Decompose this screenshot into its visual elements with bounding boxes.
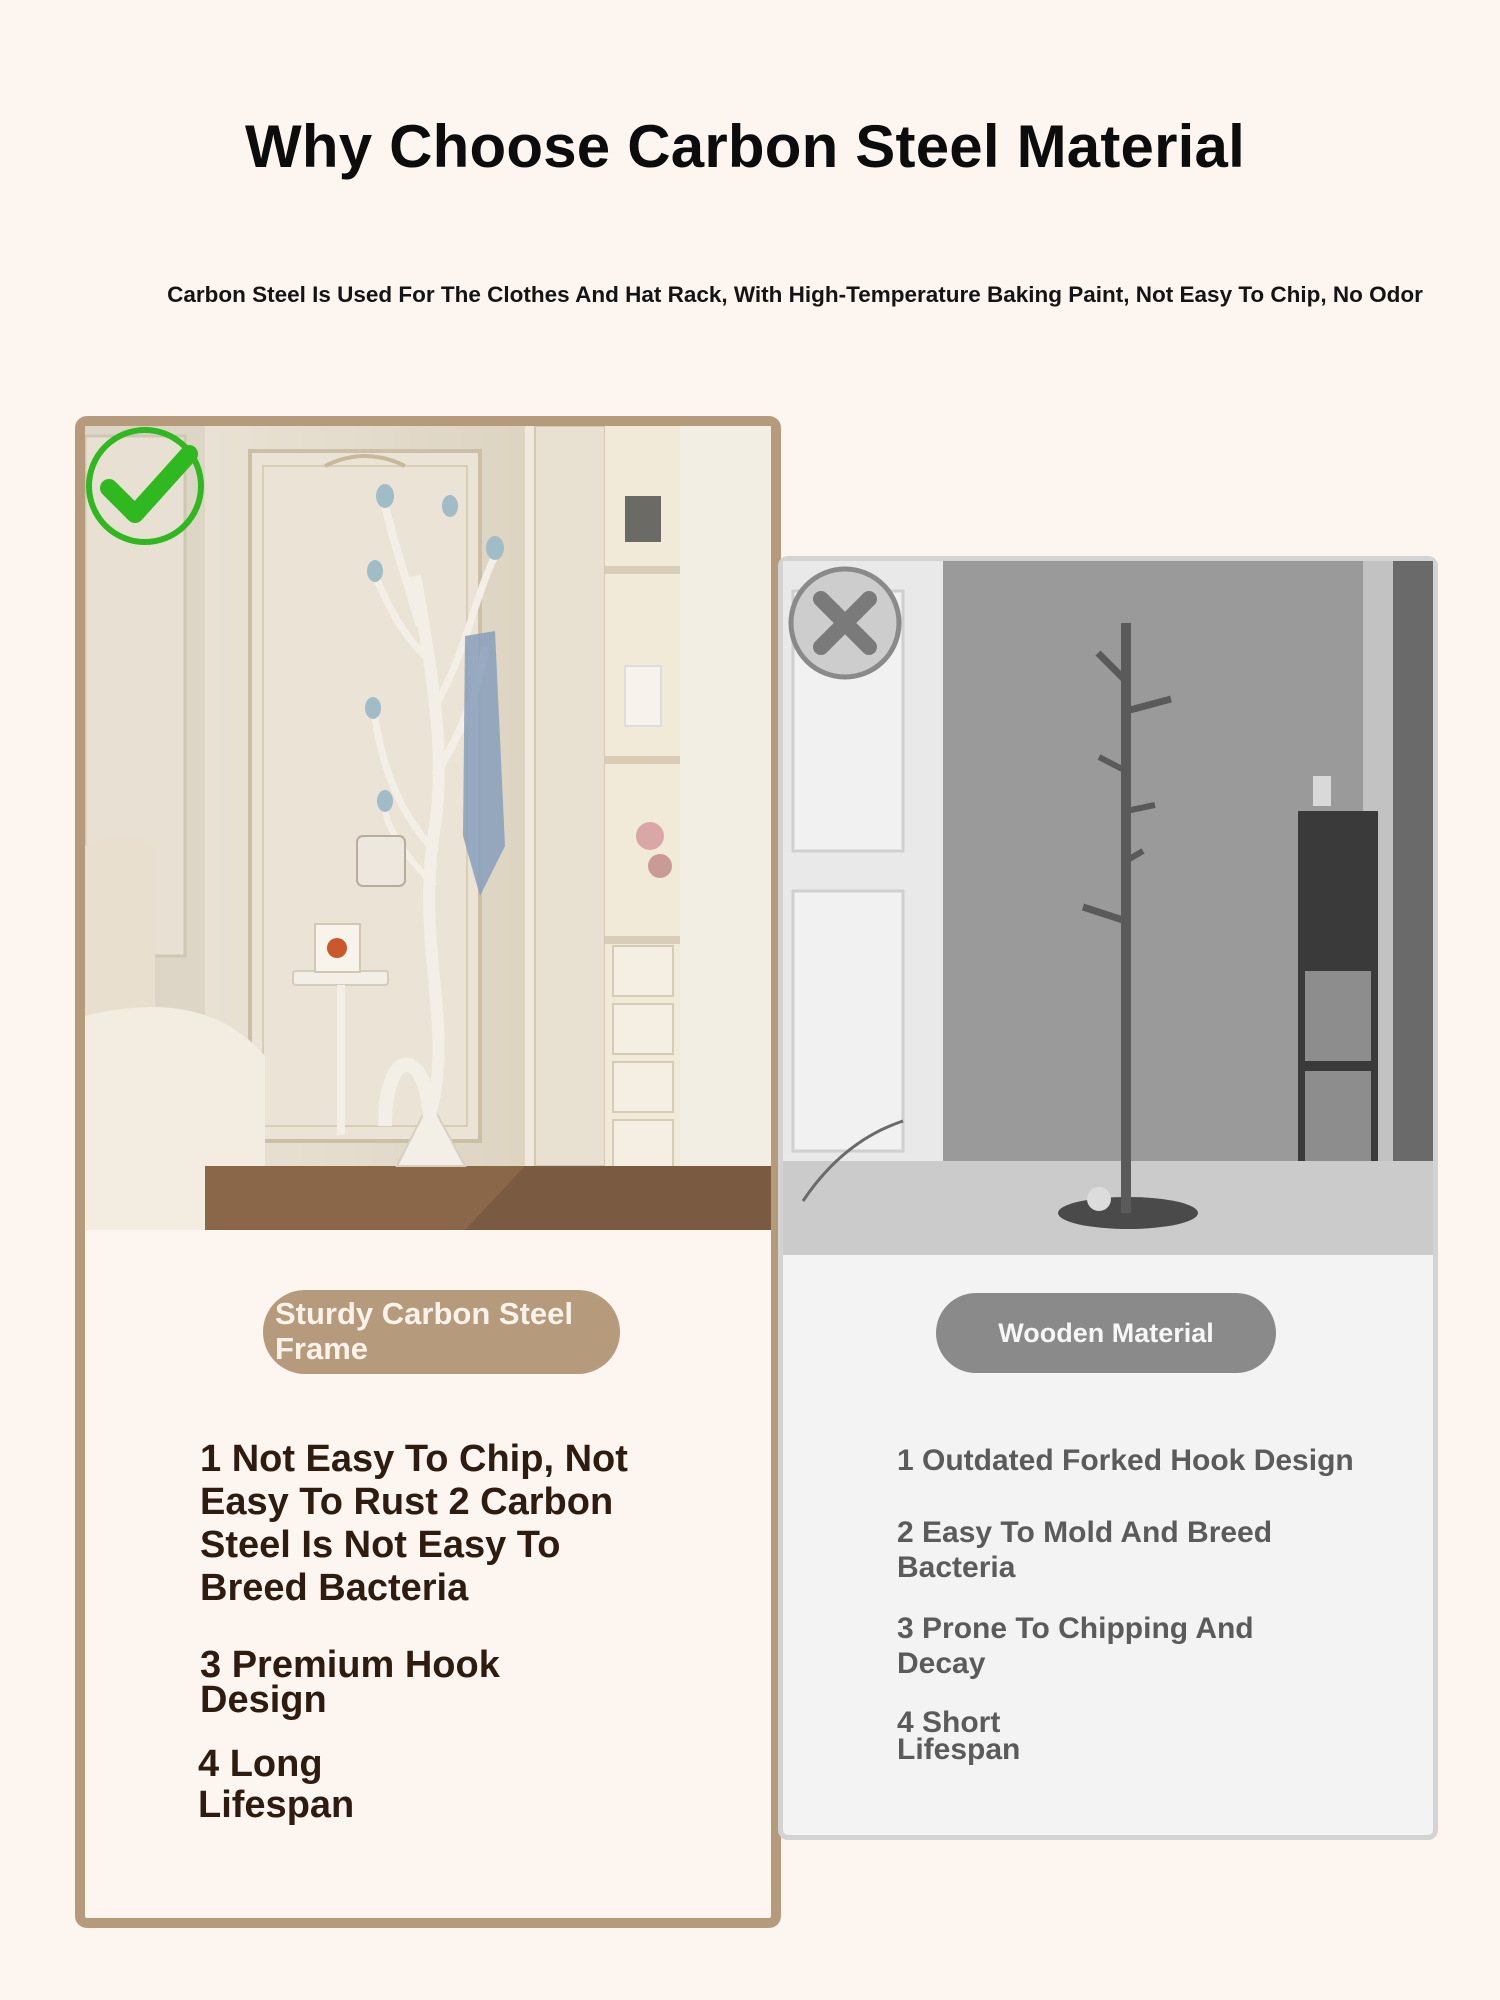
carbon-steel-feature-4: 4 Long Lifespan	[198, 1743, 355, 1826]
wooden-rack-photo	[783, 561, 1433, 1255]
wooden-feature-2: 2 Easy To Mold And Breed Bacteria	[897, 1516, 1273, 1584]
wooden-feature-1: 1 Outdated Forked Hook Design	[897, 1444, 1354, 1477]
page-title: Why Choose Carbon Steel Material	[245, 113, 1245, 180]
wooden-feature-4: 4 Short Lifespan	[897, 1706, 1021, 1766]
carbon-steel-feature-3: 3 Premium Hook Design	[200, 1644, 500, 1721]
wooden-feature-3: 3 Prone To Chipping And Decay	[897, 1612, 1254, 1680]
carbon-steel-rack-photo	[85, 426, 771, 1230]
carbon-steel-label-pill: Sturdy Carbon Steel Frame	[263, 1290, 620, 1374]
wooden-material-card	[778, 556, 1438, 1840]
wooden-material-label-pill: Wooden Material	[936, 1293, 1276, 1373]
carbon-steel-card	[75, 416, 781, 1928]
cross-circle-icon	[787, 565, 907, 685]
page-subtitle: Carbon Steel Is Used For The Clothes And Hat Rack, With High-Temperature Baking Paint, Not Easy To Chip, No Odor	[167, 282, 1423, 307]
check-circle-icon	[85, 426, 209, 550]
carbon-steel-feature-1-2: 1 Not Easy To Chip, Not Easy To Rust 2 Carbon Steel Is Not Easy To Breed Bacteria	[200, 1438, 628, 1609]
